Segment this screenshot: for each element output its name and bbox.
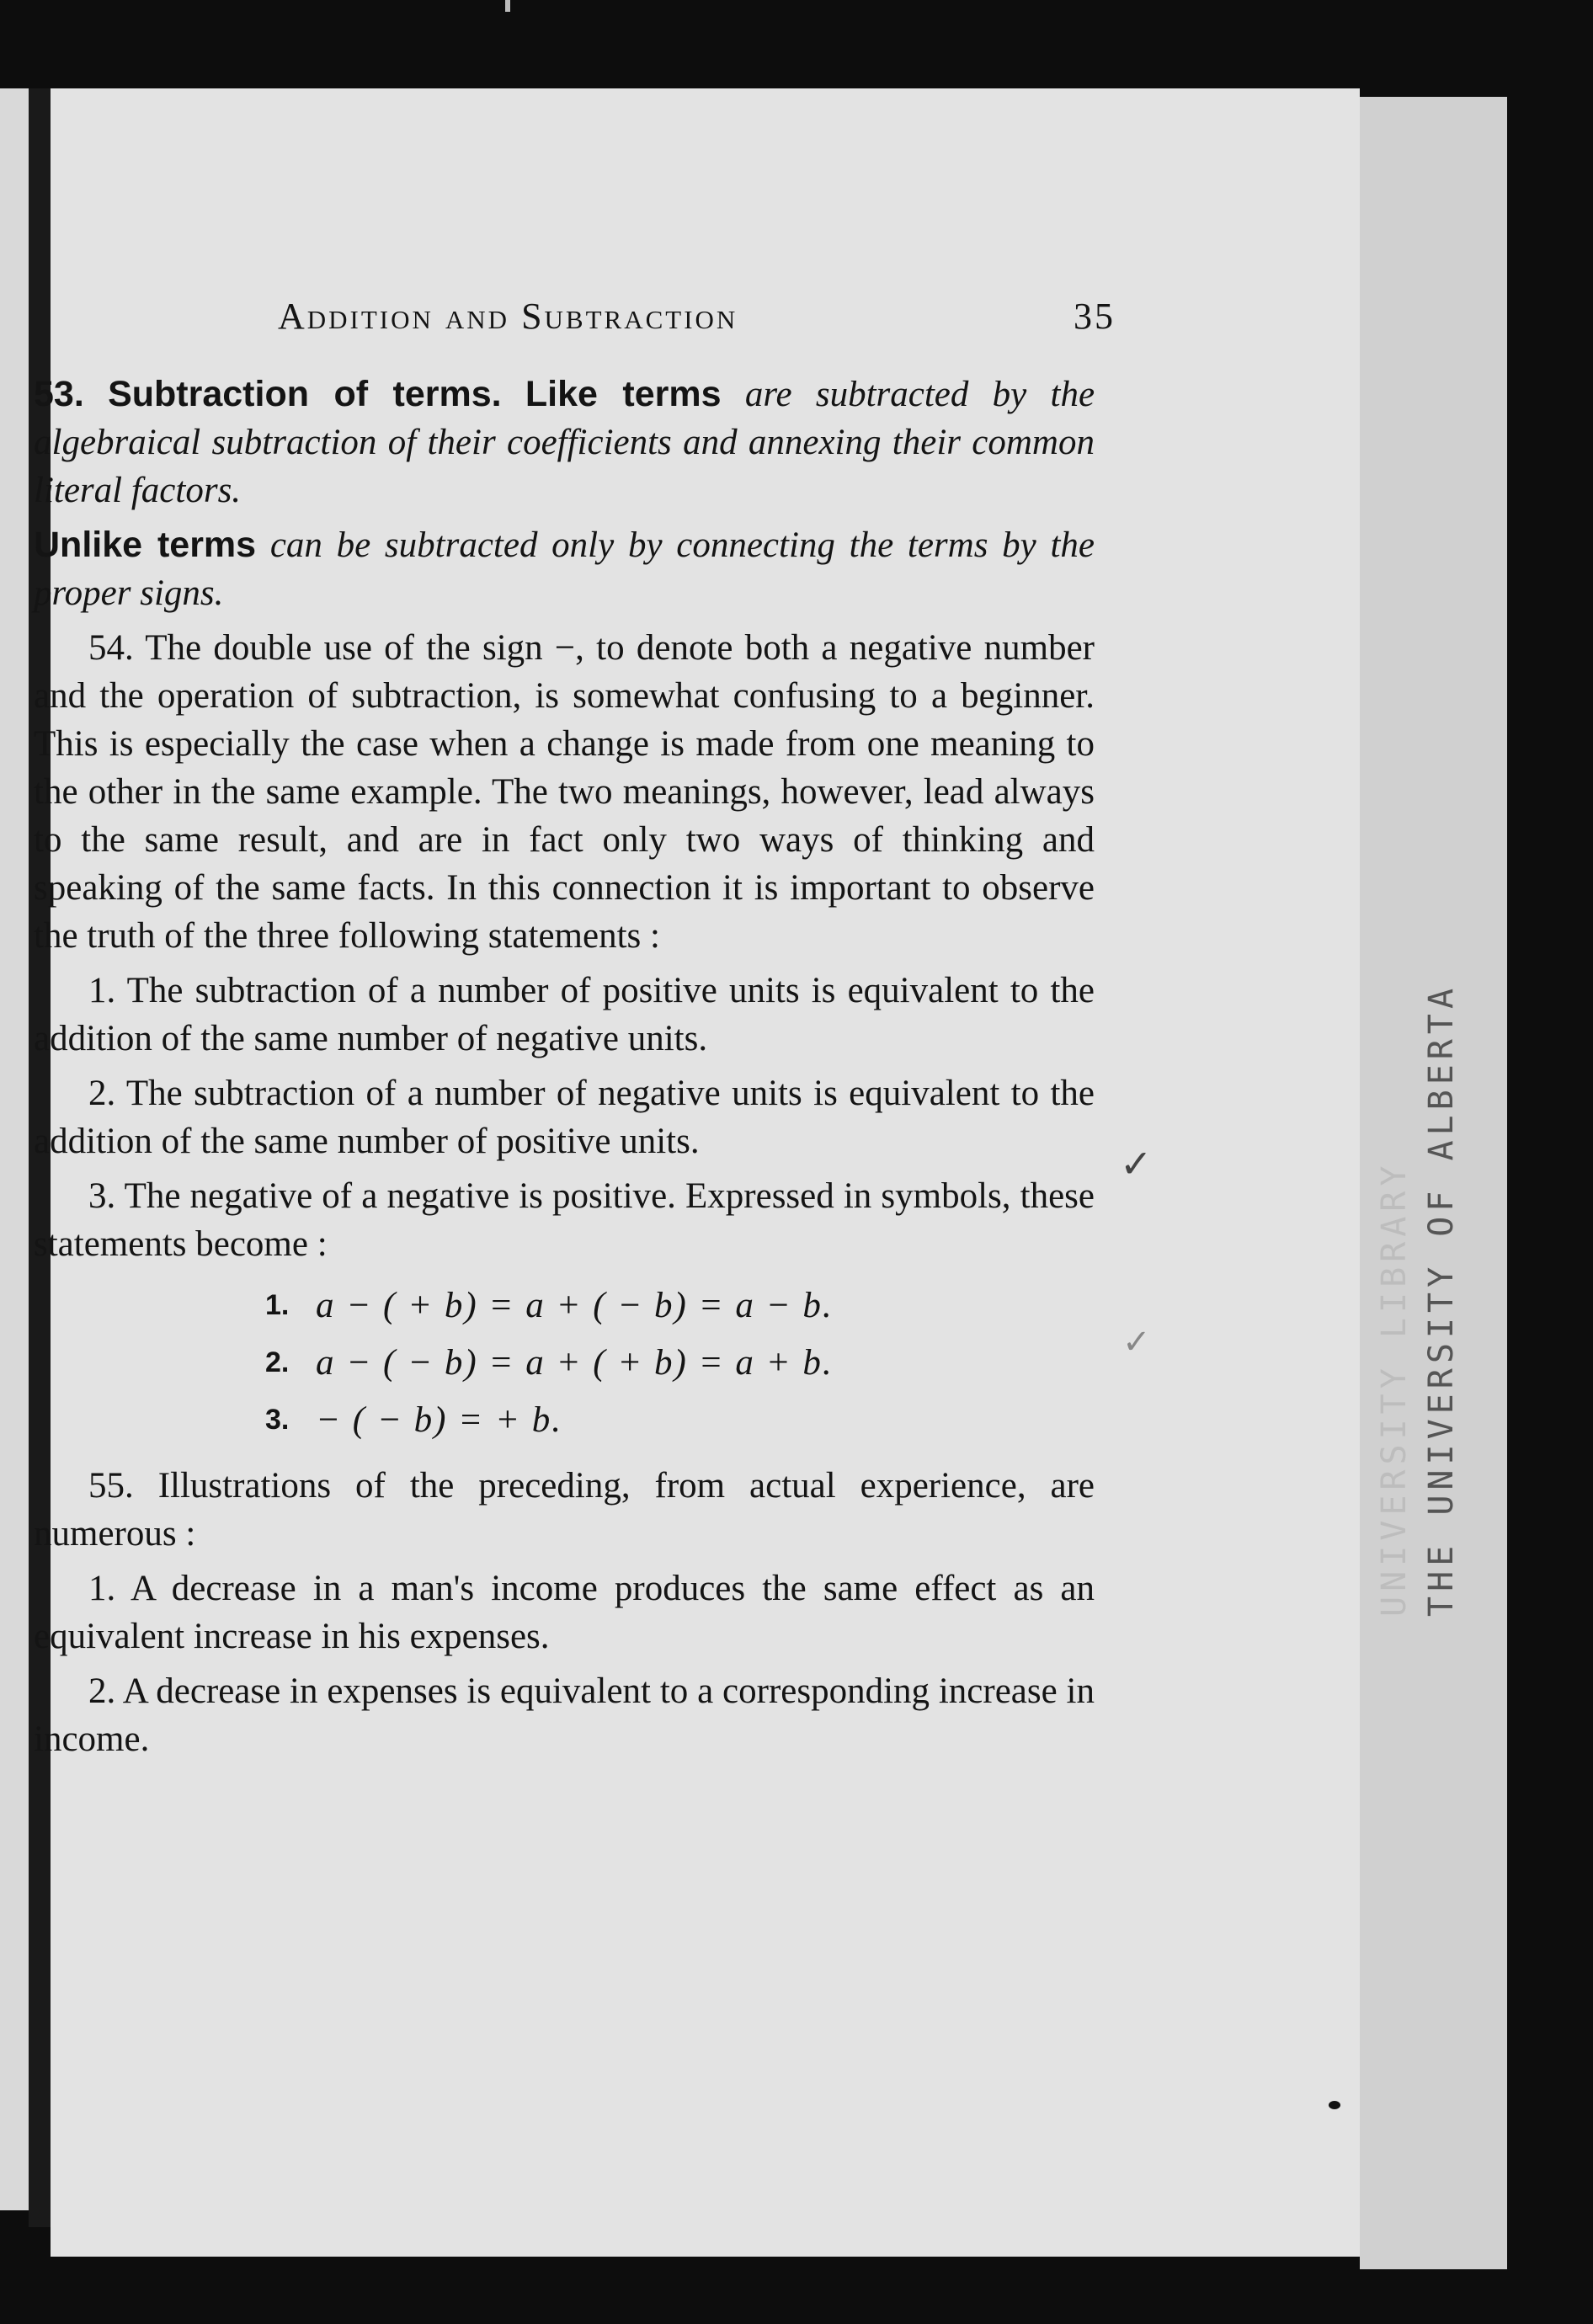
- running-head: [223, 295, 1116, 338]
- like-terms-label: Like terms: [525, 374, 722, 414]
- library-stamp: [1371, 926, 1514, 1617]
- section-heading: Subtraction of terms.: [108, 374, 502, 414]
- section-53-like-terms: [34, 370, 1095, 514]
- illustration-1: 1. A decrease in a man's income produces the same effect as an equivalent increase in his expenses.: [34, 1569, 1095, 1656]
- statement-3: 3. The negative of a negative is positive. Expressed in symbols, these statements become :: [34, 1176, 1095, 1264]
- equation: [265, 1334, 1095, 1391]
- ink-spot: [1329, 2101, 1340, 2109]
- equation-number: 2.: [265, 1346, 290, 1378]
- statement-1: 1. The subtraction of a number of positive units is equivalent to the addition of the same number of negative units.: [34, 971, 1095, 1058]
- pencil-check-mark: ✓: [1120, 1143, 1153, 1186]
- equation-number: 3.: [265, 1403, 290, 1436]
- equation-expression: a − ( − b) = a + ( + b) = a + b.: [316, 1342, 834, 1383]
- illustration-2: 2. A decrease in expenses is equivalent to a corresponding increase in income.: [34, 1671, 1095, 1759]
- equation-number: 1.: [265, 1288, 290, 1321]
- page-number: 35: [1074, 296, 1116, 337]
- stamp-line: THE UNIVERSITY OF ALBERTA: [1422, 983, 1461, 1617]
- statement-2: 2. The subtraction of a number of negative units is equivalent to the addition of the same number of positive units.: [34, 1074, 1095, 1161]
- unlike-terms-label: Unlike terms: [34, 525, 257, 565]
- equation-list: [34, 1277, 1095, 1448]
- stamp-line: UNIVERSITY LIBRARY: [1375, 1160, 1414, 1617]
- pencil-check-mark: ✓: [1122, 1323, 1151, 1361]
- section-number: 53.: [34, 374, 84, 414]
- equation: [265, 1391, 1095, 1448]
- running-head-title: Addition and Subtraction: [278, 296, 738, 337]
- equation-expression: − ( − b) = + b.: [316, 1399, 562, 1440]
- section-54-intro: 54. The double use of the sign −, to denote both a negative number and the operation of subtraction, is somewhat confusing to a beginner. This is especially the case when a change is made from one meaning to the other in the same example. The two meanings, however, lead always to the same result, and are in fact only two ways of thinking and speaking of the same facts. In this connection it is important to observe the truth of the three following statements :: [34, 628, 1095, 956]
- equation: [265, 1277, 1095, 1334]
- like-terms-rule: are subtracted by the algebraical subtraction of their coefficients and annexing their common literal factors.: [34, 375, 1095, 510]
- section-53-unlike-terms: [34, 521, 1095, 617]
- scan-artifact: [505, 0, 510, 12]
- page-body: [34, 370, 1095, 1770]
- unlike-terms-rule: can be subtracted only by connecting the terms by the proper signs.: [34, 525, 1095, 613]
- facing-page-edge: [0, 88, 29, 2210]
- equation-expression: a − ( + b) = a + ( − b) = a − b.: [316, 1285, 834, 1325]
- section-55-intro: 55. Illustrations of the preceding, from actual experience, are numerous :: [34, 1466, 1095, 1554]
